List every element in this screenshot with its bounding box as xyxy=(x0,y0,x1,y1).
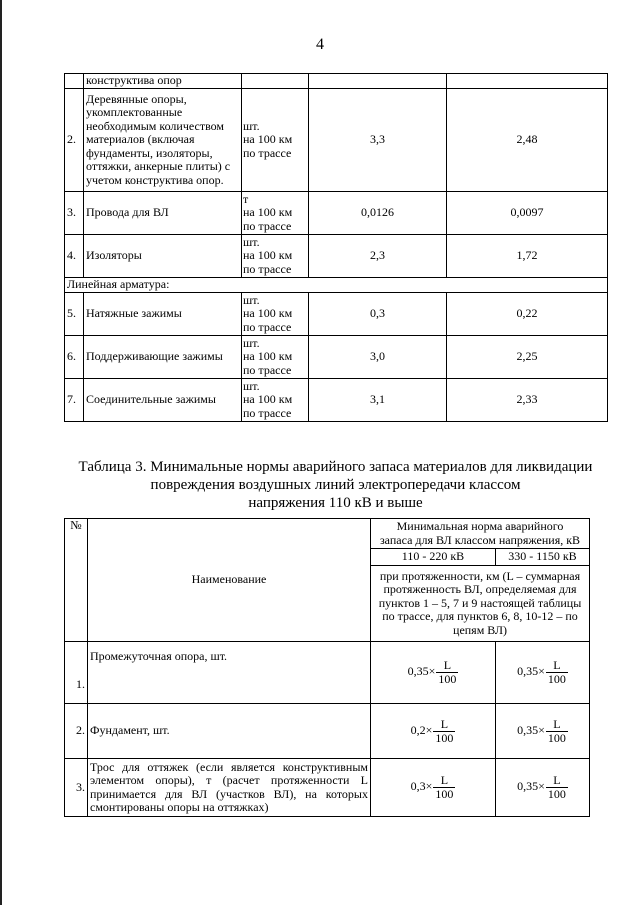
unit-count: т xyxy=(243,191,249,206)
coefficient: 0,3× xyxy=(410,779,433,794)
cell-name: Соединительные зажимы xyxy=(84,379,242,422)
table-row xyxy=(65,89,608,192)
cell-value-1: 2,3 xyxy=(309,235,447,278)
cell-unit xyxy=(242,379,309,422)
page-number: 4 xyxy=(316,36,324,53)
table-3-heading xyxy=(64,458,607,512)
cell-value-2: 2,48 xyxy=(447,89,608,192)
cell-value-1: 0,0126 xyxy=(309,192,447,235)
unit-count: шт. xyxy=(243,118,260,133)
unit-route: по трассе xyxy=(243,261,292,276)
coefficient: 0,35× xyxy=(517,664,545,679)
heading-line-3: напряжения 110 кВ и выше xyxy=(248,495,423,511)
class-330-1150-header: 330 - 1150 кВ xyxy=(496,549,590,566)
unit-per: на 100 км xyxy=(243,306,293,321)
fraction xyxy=(433,774,455,801)
fraction-denominator: 100 xyxy=(435,787,454,801)
cell-name: конструктива опор xyxy=(84,74,242,89)
section-label: Линейная арматура: xyxy=(65,278,608,293)
unit-per: на 100 км xyxy=(243,132,293,147)
fraction-numerator: L xyxy=(433,774,455,788)
cell-name: Трос для оттяжек (если является конструктивным элементом опоры), т (расчет протяженности L принимается для ВЛ (участков ВЛ), на которых смонтированы опоры на оттяжках) xyxy=(88,759,371,817)
table-row xyxy=(65,642,590,704)
cell-num: 4. xyxy=(65,235,84,278)
scan-edge xyxy=(0,0,2,905)
unit-per: на 100 км xyxy=(243,205,293,220)
cell-num: 6. xyxy=(65,336,84,379)
cell-value-1: 3,3 xyxy=(309,89,447,192)
cell-value-2 xyxy=(447,74,608,89)
cell-value-1: 3,1 xyxy=(309,379,447,422)
col-num-header: № xyxy=(65,519,88,642)
cell-unit xyxy=(242,74,309,89)
fraction-numerator: L xyxy=(546,718,568,732)
fraction xyxy=(546,659,568,686)
cell-unit xyxy=(242,89,309,192)
emergency-reserve-table xyxy=(64,518,590,817)
cell-unit xyxy=(242,192,309,235)
unit-count: шт. xyxy=(243,234,260,249)
cell-name: Промежуточная опора, шт. xyxy=(88,642,371,704)
unit-route: по трассе xyxy=(243,145,292,160)
cell-num: 5. xyxy=(65,293,84,336)
fraction-numerator: L xyxy=(546,659,568,673)
cell-name: Изоляторы xyxy=(84,235,242,278)
cell-formula-2 xyxy=(496,642,590,704)
fraction-numerator: L xyxy=(433,718,455,732)
unit-route: по трассе xyxy=(243,362,292,377)
fraction-denominator: 100 xyxy=(435,730,454,745)
cell-num: 3. xyxy=(65,759,88,817)
unit-count: шт. xyxy=(243,292,260,307)
table-row xyxy=(65,759,590,817)
cell-num: 7. xyxy=(65,379,84,422)
cell-value-2: 0,0097 xyxy=(447,192,608,235)
coefficient: 0,35× xyxy=(407,664,436,679)
cell-num: 1. xyxy=(65,642,88,704)
section-row xyxy=(65,278,608,293)
cell-formula-1 xyxy=(371,759,496,817)
cell-value-2: 0,22 xyxy=(447,293,608,336)
header-row xyxy=(65,519,590,549)
table-row xyxy=(65,192,608,235)
cell-name: Фундамент, шт. xyxy=(88,704,371,759)
cell-formula-1 xyxy=(371,704,496,759)
cell-unit xyxy=(242,336,309,379)
table-row xyxy=(65,704,590,759)
cell-value-2: 1,72 xyxy=(447,235,608,278)
cell-formula-2 xyxy=(496,704,590,759)
fraction xyxy=(436,659,458,686)
cell-num: 2. xyxy=(65,704,88,759)
coefficient: 0,35× xyxy=(517,779,545,794)
fraction xyxy=(546,718,568,745)
fraction-denominator: 100 xyxy=(547,730,566,745)
cell-formula-1 xyxy=(371,642,496,704)
table-row xyxy=(65,336,608,379)
unit-count: шт. xyxy=(243,378,260,393)
unit-route: по трассе xyxy=(243,405,292,420)
cell-name: Поддерживающие зажимы xyxy=(84,336,242,379)
unit-route: по трассе xyxy=(243,319,292,334)
norm-header: Минимальная норма аварийного запаса для ВЛ классом напряжения, кВ xyxy=(371,519,590,549)
cell-value-2: 2,33 xyxy=(447,379,608,422)
col-name-header: Наименование xyxy=(88,519,371,642)
heading-line-2: повреждения воздушных линий электропередачи классом xyxy=(150,477,521,493)
fraction xyxy=(433,718,455,745)
unit-per: на 100 км xyxy=(243,392,293,407)
fraction-numerator: L xyxy=(436,659,458,673)
cell-num xyxy=(65,74,84,89)
unit-per: на 100 км xyxy=(243,349,293,364)
coefficient: 0,35× xyxy=(517,722,545,737)
unit-route: по трассе xyxy=(243,218,292,233)
table-row xyxy=(65,235,608,278)
cell-unit xyxy=(242,293,309,336)
table-row xyxy=(65,74,608,89)
table-row xyxy=(65,379,608,422)
table-row xyxy=(65,293,608,336)
heading-line-1: Таблица 3. Минимальные нормы аварийного запаса материалов для ликвидации xyxy=(78,459,593,475)
cell-value-1: 0,3 xyxy=(309,293,447,336)
class-110-220-header: 110 - 220 кВ xyxy=(371,549,496,566)
cell-name: Провода для ВЛ xyxy=(84,192,242,235)
unit-count: шт. xyxy=(243,335,260,350)
cell-value-1: 3,0 xyxy=(309,336,447,379)
materials-table-continued xyxy=(64,73,608,422)
cell-formula-2 xyxy=(496,759,590,817)
unit-per: на 100 км xyxy=(243,248,293,263)
cell-unit xyxy=(242,235,309,278)
cell-num: 3. xyxy=(65,192,84,235)
cell-name: Натяжные зажимы xyxy=(84,293,242,336)
fraction xyxy=(546,774,568,801)
length-note: при протяженности, км (L – суммарная протяженность ВЛ, определяемая для пунктов 1 – 5, 7 и 9 настоящей таблицы по трассе, для пунктов 6, 8, 10-12 – по цепям ВЛ) xyxy=(371,566,590,642)
cell-value-1 xyxy=(309,74,447,89)
cell-name: Деревянные опоры, укомплектованные необходимым количеством материалов (включая фундаменты, изоляторы, оттяжки, анкерные плиты) с учетом конструктива опор. xyxy=(84,89,242,192)
fraction-denominator: 100 xyxy=(438,672,457,686)
cell-value-2: 2,25 xyxy=(447,336,608,379)
fraction-denominator: 100 xyxy=(547,787,566,801)
cell-num: 2. xyxy=(65,89,84,192)
coefficient: 0,2× xyxy=(410,722,433,737)
fraction-denominator: 100 xyxy=(547,672,566,686)
fraction-numerator: L xyxy=(546,774,568,788)
